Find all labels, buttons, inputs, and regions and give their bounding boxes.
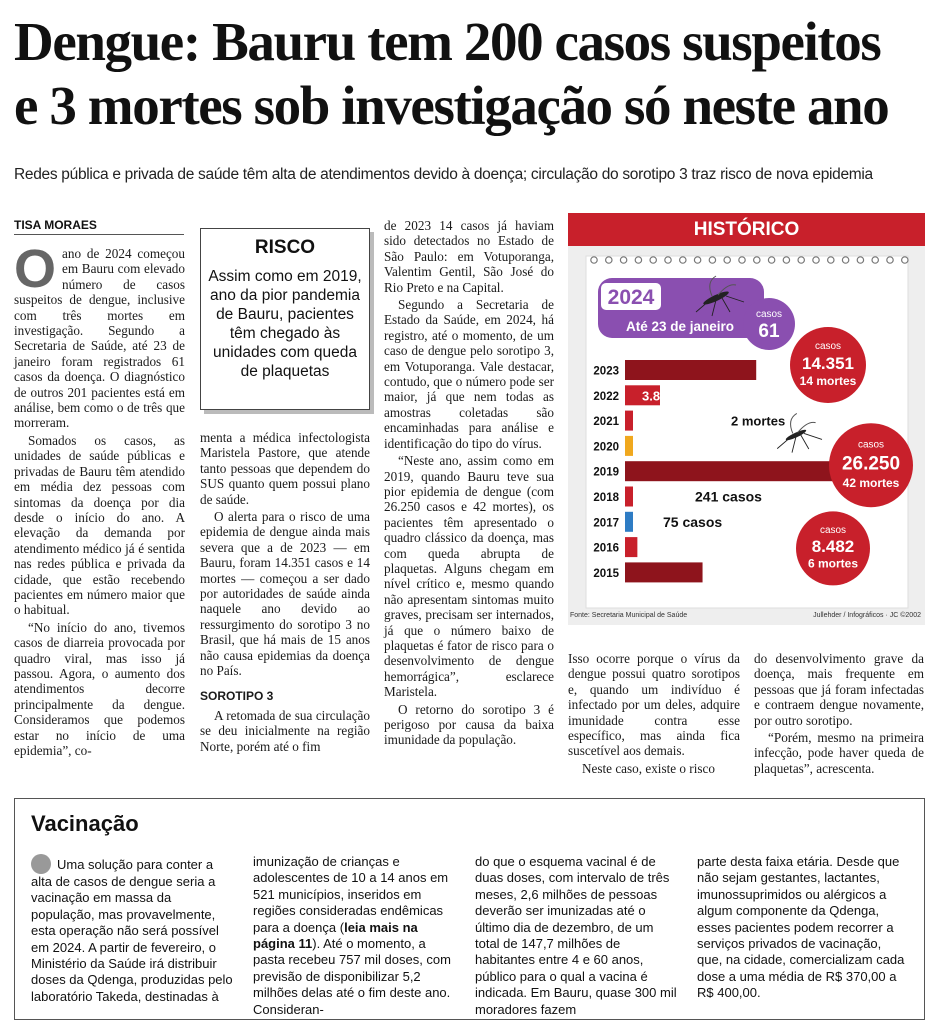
- article-column-2: [200, 430, 370, 754]
- year-label-2018: 2018: [593, 492, 619, 504]
- vacinacao-column-4: [697, 854, 907, 1002]
- paragraph: A retomada de sua circulação se deu inicialmente na região Norte, porém até o fim: [200, 707, 370, 754]
- paragraph: O alerta para o risco de uma epidemia de dengue ainda mais severa que a de 2023 — em Bauru, foram 14.351 casos e 14 mortes — começou a ser dado por autoridades de saúde ainda naquele ano devido ao ressurgimento do sorotipo 3 no Brasil, que há mais de 15 anos não causa epidemias da doença no País.: [200, 509, 370, 679]
- paragraph: Segundo a Secretaria de Estado da Saúde, em 2024, há registro, até o momento, de um caso de dengue pelo sorotipo 3, em Votuporanga. Vale destacar, contudo, que o número pode ser maior, já que nem todas as amostras coletadas são encaminhadas para análise e identificação do tipo do vírus.: [384, 297, 554, 451]
- vacinacao-column-3: [475, 854, 677, 1018]
- vacinacao-column-2: [253, 854, 455, 1018]
- historico-chart: [568, 213, 925, 625]
- year-label-2020: 2020: [593, 441, 619, 454]
- year-label-2017: 2017: [593, 517, 619, 530]
- article-column-3: [384, 218, 554, 748]
- dropcap: O: [14, 239, 57, 299]
- label-2016: 1.353 casos 1 morte: [642, 540, 766, 556]
- article-column-5: [754, 651, 924, 776]
- chart-credit: Jullehder / Infográficos · JC ©2002: [813, 612, 921, 619]
- paragraph: Somados os casos, as unidades de saúde públicas e privadas de Bauru têm atendido em média dez pessoas com sintomas da doença por dia desde o início do ano. A elevação da demanda por atendimento médico já é sentida nas redes pública e privada da cidade, que estão recebendo pacientes em número maior que o habitual.: [14, 432, 185, 618]
- label-2023-mortes: 14 mortes: [799, 373, 857, 388]
- label-2023-casos-word: casos: [814, 341, 842, 353]
- bar-2018: [625, 487, 633, 507]
- label-2015-casos-value: 8.482: [811, 537, 855, 557]
- text-segment: imunização de crianças e adolescentes de 10 a 14 anos em 521 municípios, inseridos em regiões consideradas endêmicas para a doença (: [253, 854, 449, 935]
- paragraph: “Porém, mesmo na primeira infecção, pode haver queda de plaquetas”, acrescenta.: [754, 730, 924, 776]
- chart-source: Fonte: Secretaria Municipal de Saúde: [570, 612, 688, 619]
- label-2015-casos-word: casos: [819, 524, 847, 536]
- chart-svg: [568, 213, 925, 625]
- label-2015-mortes: 6 mortes: [807, 556, 859, 571]
- text-segment: ). Até o momento, a pasta recebeu 757 mil doses, com previsão de disponibilizar 5,2 milhões delas até o fim deste ano. Consideran-: [253, 936, 451, 1017]
- paragraph: Neste caso, existe o risco: [582, 760, 715, 776]
- paragraph: O retorno do sorotipo 3 é perigoso por causa da baixa imunidade da população.: [384, 701, 554, 748]
- label-2019-casos-value: 26.250: [841, 453, 901, 475]
- paragraph: menta a médica infectologista Maristela Pastore, que atende tanto pessoas que dependem do SUS quanto quem possui plano de saúde.: [200, 430, 370, 507]
- bar-2023: [625, 360, 756, 380]
- headline-line-2: e 3 mortes sob investigação só neste ano: [14, 75, 889, 136]
- paragraph: do desenvolvimento grave da doença, mais frequente em pessoas que já foram infectadas e contraem dengue novamente, por outro sorotipo.: [754, 651, 924, 728]
- highlight-year: 2024: [607, 286, 655, 309]
- label-2023-casos-value: 14.351: [802, 353, 854, 373]
- highlight-cases-value: 61: [758, 321, 780, 342]
- paragraph: ano de 2024 começou em Bauru com elevado número de casos suspeitos de dengue, inclusive com três mortes em investigação. Segundo a Secretaria de Saúde, até 23 de janeiro foram registrados 61 casos da doença. O diagnóstico de outros 201 pacientes está em análise, bem como o de três que morreram.: [14, 246, 185, 431]
- year-label-2019: 2019: [593, 466, 619, 479]
- label-2018: 241 casos: [695, 488, 762, 505]
- paragraph: “Neste ano, assim como em 2019, quando Bauru teve sua pior epidemia de dengue (com 26.250 casos e 42 mortes), os pacientes têm apresentado o quadro clássico da doença, mas com queda abrupta de plaquetas. Alguns chegam em nível crítico e, mesmo quando não apresentam sintomas muito graves, precisam ser internados, já que o número baixo de plaquetas é fator de risco para o desenvolvimento de dengue hemorrágica”, esclarece Maristela.: [384, 453, 554, 700]
- label-2020: 795 casos: [708, 438, 771, 454]
- label-2019-mortes: 42 mortes: [842, 476, 900, 491]
- risco-box: [200, 228, 370, 410]
- bar-2019: [625, 461, 865, 481]
- bar-2020: [625, 436, 633, 456]
- bar-2015: [625, 562, 703, 582]
- bar-2021: [625, 411, 633, 431]
- label-2021-mortes: 2 mortes: [731, 413, 786, 429]
- paragraph: parte desta faixa etária. Desde que não sejam gestantes, lactantes, imunossuprimidos ou alérgicos a algum componente da Qdenga, esses pacientes podem recorrer a serviços privados de vacinação, que, na cidade, comercializam cada dose a uma média de R$ 370,00 a R$ 400,00.: [697, 854, 905, 1001]
- chart-title: HISTÓRICO: [693, 219, 800, 240]
- headline: [14, 10, 926, 138]
- risco-text: Assim como em 2019, ano da pior pandemia de Bauru, pacientes têm chegado às unidades com queda de plaquetas: [208, 268, 362, 380]
- label-2017: 75 casos: [663, 513, 723, 530]
- vacinacao-column-1: [31, 854, 233, 1005]
- year-label-2015: 2015: [593, 567, 619, 580]
- section-heading-sorotipo: SOROTIPO 3: [200, 688, 274, 703]
- highlight-subtitle: Até 23 de janeiro: [626, 319, 735, 334]
- article-column-1: [14, 239, 185, 758]
- subheadline: Redes pública e privada de saúde têm alta de atendimentos devido à doença; circulação do sorotipo 3 traz risco de nova epidemia: [14, 166, 873, 183]
- label-2019-casos-word: casos: [857, 439, 885, 451]
- paragraph: “No início do ano, tivemos casos de diarreia provocada por quadro viral, mas isso já passou. Agora, o aumento dos atendimentos decorre principalmente da dengue. Consideramos que podemos estar no início de uma epidemia”, co-: [14, 619, 185, 758]
- highlight-cases-label: casos: [755, 309, 783, 320]
- label-2021-casos: 403 casos: [654, 413, 717, 429]
- vacinacao-box: [14, 798, 925, 1020]
- label-2022: 3.827 casos 4 mortes: [642, 388, 773, 404]
- bar-2016: [625, 537, 637, 557]
- article-column-4: [568, 651, 740, 776]
- year-label-2016: 2016: [593, 542, 619, 555]
- bullet-icon: [31, 854, 51, 874]
- byline: TISA MORAES: [14, 218, 184, 235]
- page-reference: leia mais na página 11: [253, 919, 418, 952]
- paragraph: do que o esquema vacinal é de duas doses, com intervalo de três meses, 2,6 milhões de pessoas deverão ser imunizadas até o último dia de dezembro, de um total de 147,7 milhões de habitantes entre 4 e 60 anos, público para o qual a vacina é indicada. Em Bauru, quase 300 mil moradores fazem: [475, 854, 677, 1017]
- paragraph: Isso ocorre porque o vírus da dengue possui quatro sorotipos e, quando um indivíduo é infectado por um deles, adquire imunidade contra esse específico, mas ainda fica suscetível aos demais.: [568, 651, 740, 759]
- paragraph: de 2023 14 casos já haviam sido detectados no Estado de São Paulo: em Votuporanga, Valentim Gentil, São José do Rio Preto e na Capital.: [384, 218, 554, 295]
- year-label-2023: 2023: [593, 365, 619, 378]
- paragraph: Uma solução para conter a alta de casos de dengue seria a vacinação em massa da população, mas provavelmente, esta operação não será possível em 2024. A partir de fevereiro, o Ministério da Saúde irá distribuir doses da Qdenga, produzidas pelo laboratório Takeda, destinadas à: [31, 857, 233, 1004]
- bar-2017: [625, 512, 633, 532]
- vacinacao-title: Vacinação: [31, 811, 139, 836]
- headline-line-1: Dengue: Bauru tem 200 casos suspeitos: [14, 11, 881, 72]
- year-label-2022: 2022: [593, 390, 619, 403]
- year-label-2021: 2021: [593, 416, 619, 429]
- risco-title: RISCO: [254, 237, 316, 258]
